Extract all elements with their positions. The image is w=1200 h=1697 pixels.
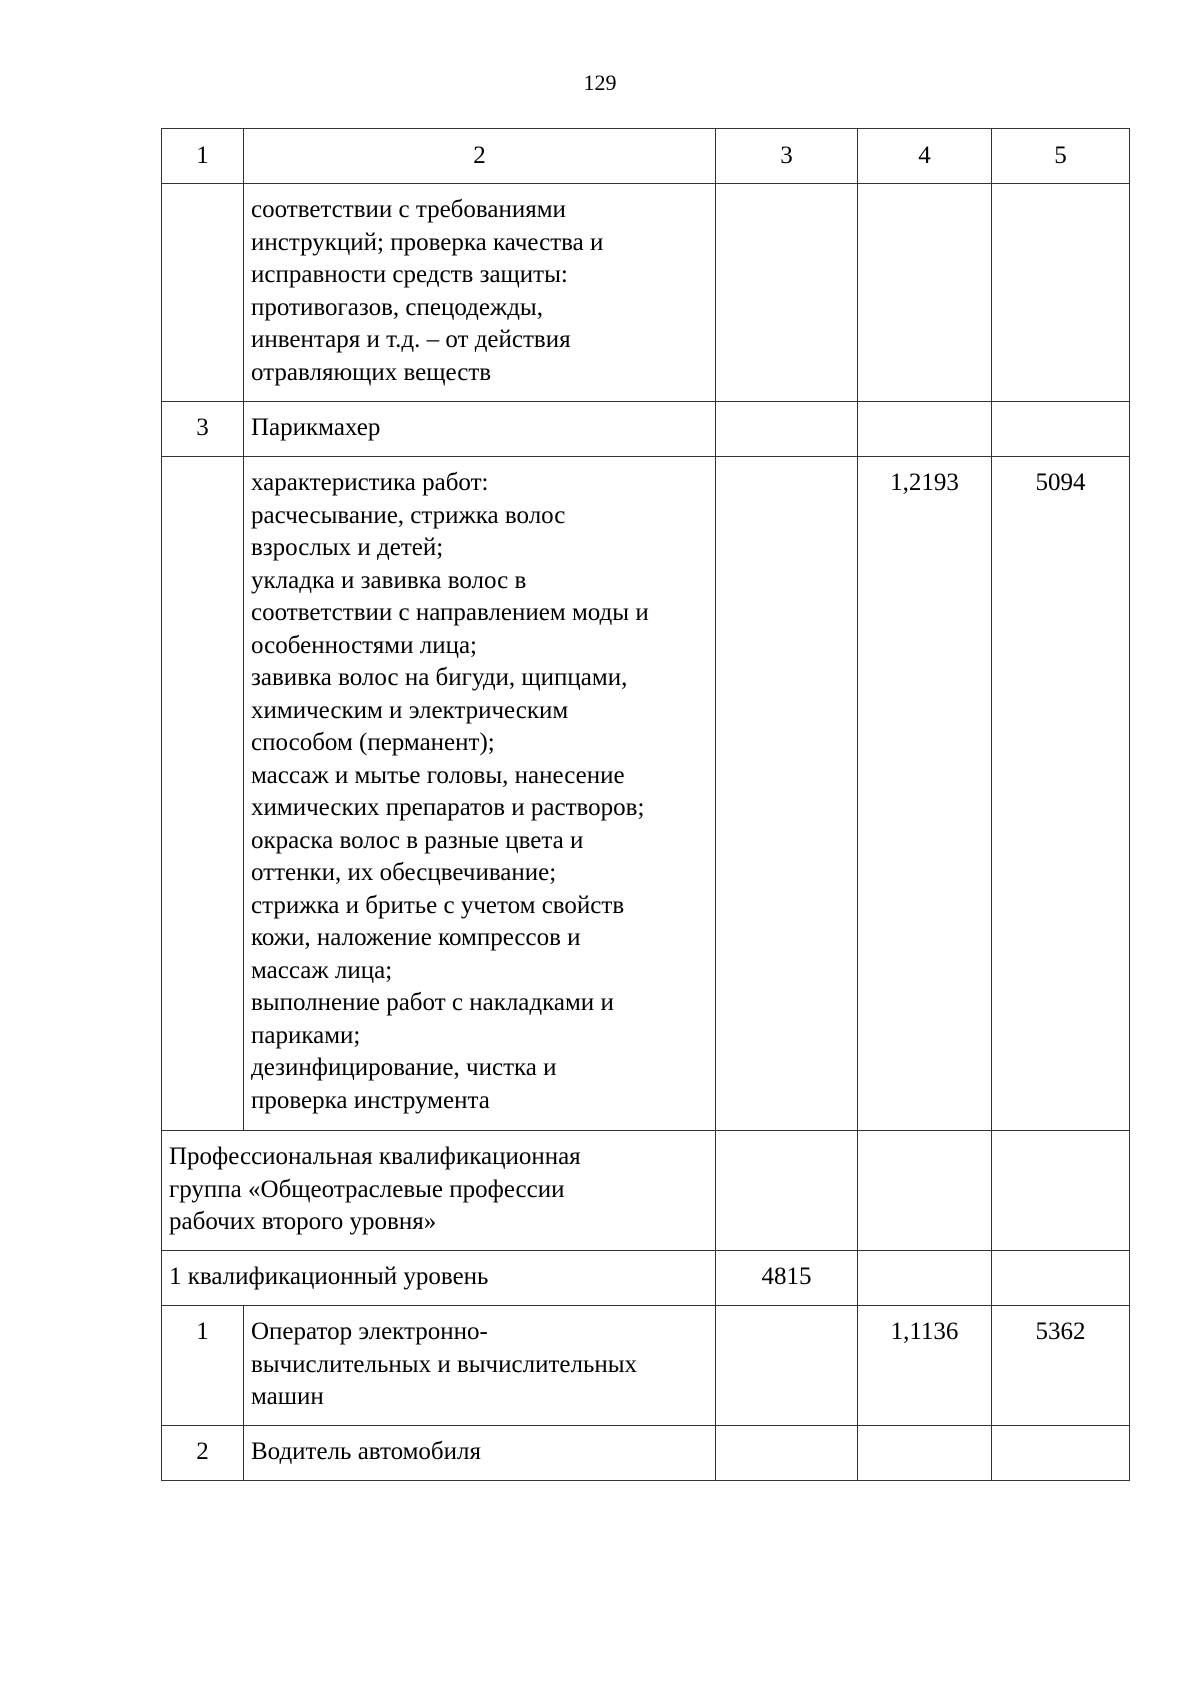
text-line: укладка и завивка волос в [251, 566, 527, 594]
cell-base-salary [716, 184, 858, 402]
text-line: выполнение работ с накладками и [251, 989, 614, 1016]
text-line: вычислительных и вычислительных [251, 1350, 638, 1378]
text-line: окраска волос в разные цвета и [251, 826, 584, 854]
cell-base-salary [716, 1426, 858, 1481]
cell-coefficient [858, 1131, 992, 1251]
cell-level-label: 1 квалификационный уровень [162, 1251, 716, 1306]
text-line: исправности средств защиты: [251, 261, 568, 288]
cell-num [162, 457, 244, 1131]
salary-table [161, 128, 1130, 1481]
text-line: группа «Общеотраслевые профессии [169, 1175, 565, 1203]
table-row-qualification-level [162, 1251, 1130, 1306]
text-line: противогазов, спецодежды, [251, 293, 543, 321]
text-line: отравляющих веществ [251, 358, 492, 386]
text-line: оттенки, их обесцвечивание; [251, 859, 557, 886]
text-line: характеристика работ: [251, 469, 489, 496]
text-line: стрижка и бритье с учетом свойств [251, 891, 625, 919]
header-cell-4: 4 [858, 129, 992, 184]
cell-base-salary [716, 457, 858, 1131]
cell-salary [992, 1251, 1130, 1306]
text-line: дезинфицирование, чистка и [251, 1054, 557, 1081]
text-line: расчесывание, стрижка волос [251, 501, 566, 529]
text-line: инвентаря и т.д. – от действия [251, 326, 571, 353]
cell-coefficient: 1,1136 [858, 1306, 992, 1426]
table-row-driver [162, 1426, 1130, 1481]
cell-base-salary [716, 1131, 858, 1251]
text-line: Профессиональная квалификационная [169, 1143, 581, 1170]
text-line: массаж и мытье головы, нанесение [251, 761, 625, 789]
text-line: химических препаратов и растворов; [251, 794, 645, 821]
text-line: особенностями лица; [251, 631, 478, 659]
text-line: соответствии с направлением моды и [251, 599, 649, 626]
cell-base-salary [716, 402, 858, 457]
cell-salary [992, 1131, 1130, 1251]
table-row-hairdresser-details [162, 457, 1130, 1131]
page-number: 129 [583, 70, 617, 95]
cell-description [244, 184, 716, 402]
cell-coefficient [858, 1251, 992, 1306]
text-line: соответствии с требованиями [251, 196, 566, 223]
cell-num: 1 [162, 1306, 244, 1426]
cell-salary: 5362 [992, 1306, 1130, 1426]
cell-salary [992, 184, 1130, 402]
cell-coefficient: 1,2193 [858, 457, 992, 1131]
table-header-row [162, 129, 1130, 184]
cell-coefficient [858, 184, 992, 402]
text-line: проверка инструмента [251, 1086, 490, 1114]
table-row-operator [162, 1306, 1130, 1426]
cell-base-salary [716, 1306, 858, 1426]
header-cell-2: 2 [244, 129, 716, 184]
cell-num: 3 [162, 402, 244, 457]
cell-group-title [162, 1131, 716, 1251]
cell-profession-title: Водитель автомобиля [244, 1426, 716, 1481]
text-line: кожи, наложение компрессов и [251, 924, 581, 951]
text-line: инструкций; проверка качества и [251, 228, 604, 256]
text-line: взрослых и детей; [251, 534, 444, 561]
cell-coefficient [858, 1426, 992, 1481]
table-row-hairdresser [162, 402, 1130, 457]
text-line: завивка волос на бигуди, щипцами, [251, 664, 628, 691]
cell-salary: 5094 [992, 457, 1130, 1131]
cell-description [244, 457, 716, 1131]
cell-profession-title: Парикмахер [244, 402, 716, 457]
header-cell-3: 3 [716, 129, 858, 184]
text-line: способом (перманент); [251, 729, 495, 756]
cell-profession-title [244, 1306, 716, 1426]
cell-base-salary: 4815 [716, 1251, 858, 1306]
cell-coefficient [858, 402, 992, 457]
text-line: Оператор электронно- [251, 1318, 488, 1345]
cell-num: 2 [162, 1426, 244, 1481]
cell-salary [992, 1426, 1130, 1481]
text-line: массаж лица; [251, 956, 393, 984]
header-cell-1: 1 [162, 129, 244, 184]
cell-num [162, 184, 244, 402]
text-line: машин [251, 1383, 324, 1410]
text-line: рабочих второго уровня» [169, 1208, 437, 1235]
cell-salary [992, 402, 1130, 457]
table-row-continued [162, 184, 1130, 402]
header-cell-5: 5 [992, 129, 1130, 184]
table-row-qualification-group [162, 1131, 1130, 1251]
text-line: химическим и электрическим [251, 696, 569, 724]
text-line: париками; [251, 1021, 361, 1049]
